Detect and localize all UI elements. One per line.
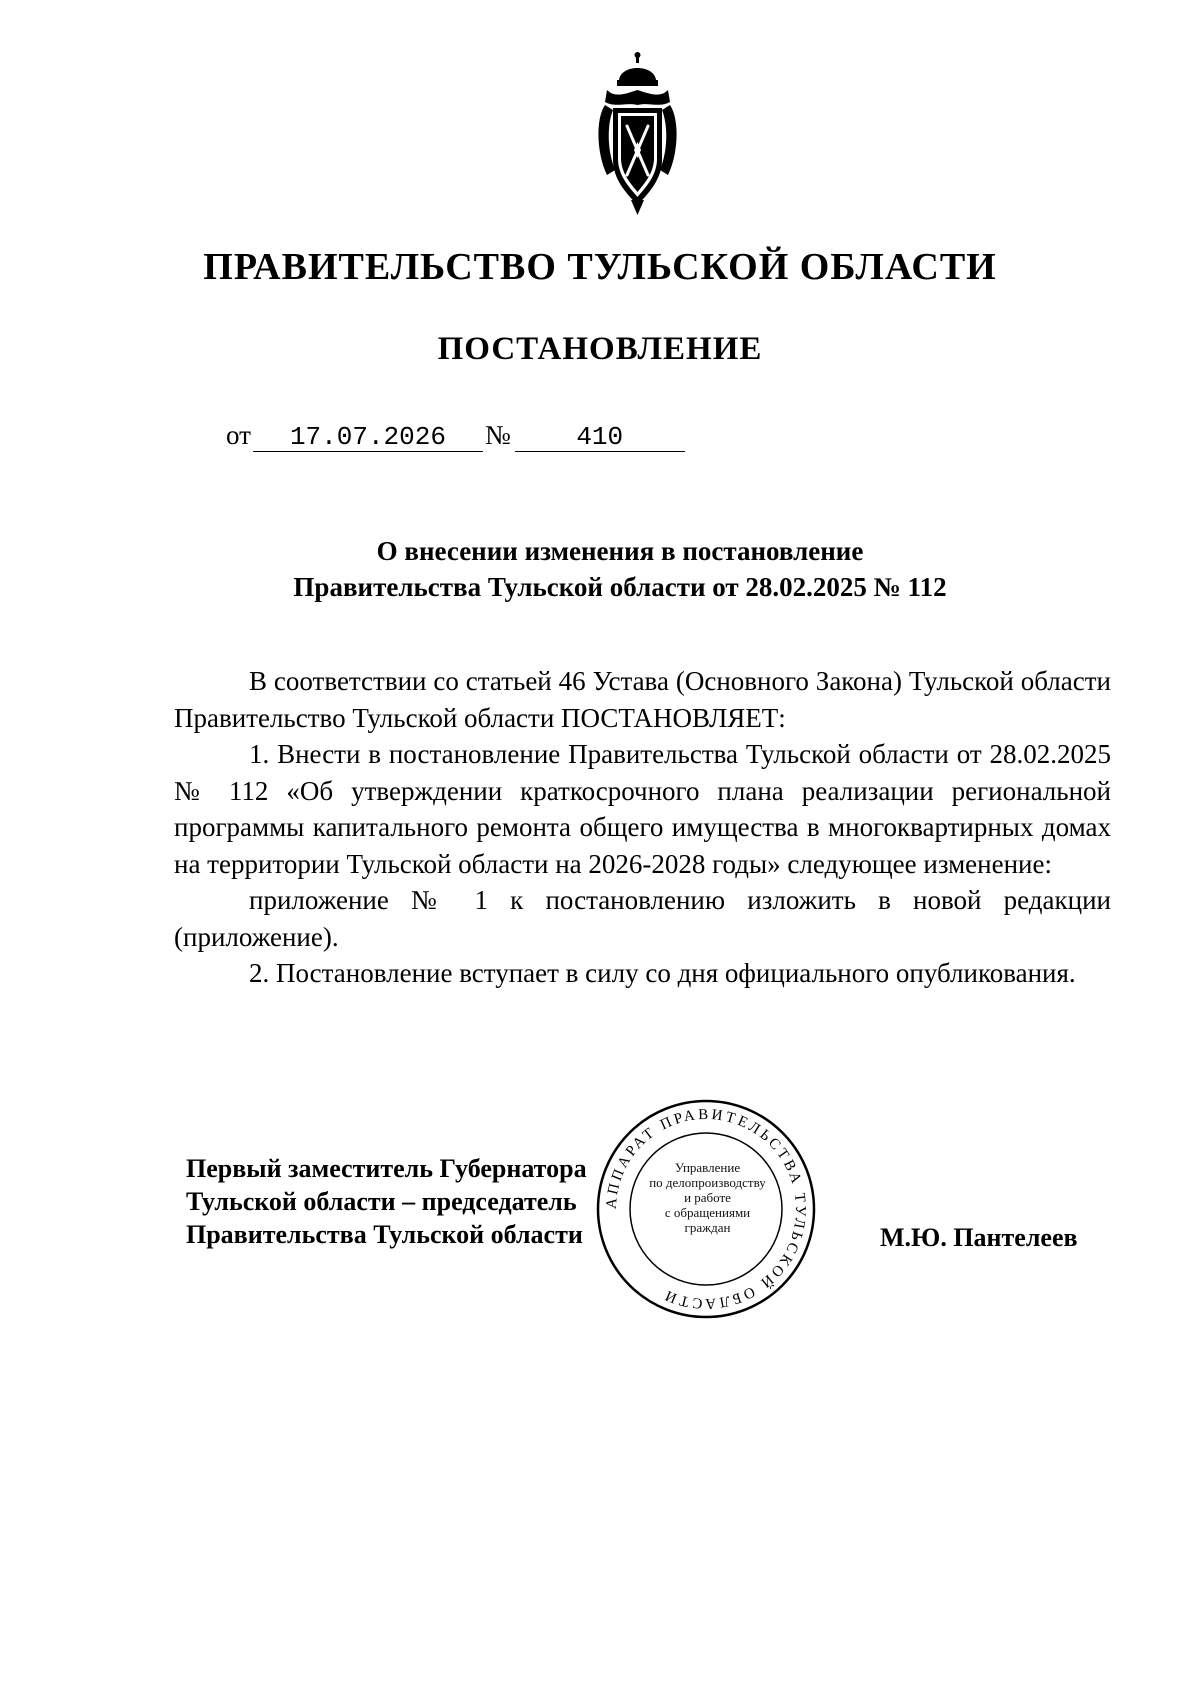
stamp-ring-text: АППАРАТ ПРАВИТЕЛЬСТВА ТУЛЬСКОЙ ОБЛАСТИ [603, 1106, 809, 1312]
tula-coat-of-arms-icon [585, 50, 690, 215]
number-prefix: № [484, 420, 511, 450]
body-paragraph-amendment: приложение № 1 к постановлению изложить в новой редакции (приложение). [174, 885, 1111, 952]
signatory-line-3: Правительства Тульской области [186, 1220, 583, 1249]
signatory-line-2: Тульской области – председатель [186, 1187, 577, 1216]
document-number: 410 [515, 423, 685, 452]
body-paragraph-preamble: В соответствии со статьей 46 Устава (Основного Закона) Тульской области Правительство Тульской области ПОСТАНОВЛЯЕТ: [174, 666, 1111, 733]
document-type: ПОСТАНОВЛЕНИЕ [437, 331, 763, 367]
document-date: 17.07.2026 [253, 423, 483, 452]
stamp-line: Управление [674, 1160, 741, 1175]
subject-line-1: О внесении изменения в постановление [376, 536, 864, 566]
document-body [174, 663, 1111, 992]
signatory-name: М.Ю. Пантелеев [880, 1223, 1078, 1252]
body-paragraph-item-2: 2. Постановление вступает в силу со дня официального опубликования. [249, 958, 1076, 988]
subject-line-2: Правительства Тульской области от 28.02.2025 № 112 [293, 572, 947, 602]
stamp-line: граждан [684, 1220, 731, 1235]
signatory-title [186, 1152, 587, 1251]
organization-title: ПРАВИТЕЛЬСТВО ТУЛЬСКОЙ ОБЛАСТИ [203, 246, 997, 288]
body-paragraph-item-1: 1. Внести в постановление Правительства Тульской области от 28.02.2025 № 112 «Об утверждении краткосрочного плана реализации региональной программы капитального ремонта общего имущества в многоквартирных домах на территории Тульской области на 2026-2028 годы» следующее изменение: [174, 739, 1111, 879]
stamp-line: и работе [684, 1190, 731, 1205]
stamp-line: с обращениями [664, 1205, 751, 1220]
document-meta [226, 420, 685, 452]
signatory-line-1: Первый заместитель Губернатора [186, 1154, 587, 1183]
document-subject [0, 533, 1200, 605]
stamp-line: по делопроизводству [649, 1175, 766, 1190]
stamp-center-text [630, 1160, 785, 1235]
date-prefix: от [226, 420, 251, 450]
